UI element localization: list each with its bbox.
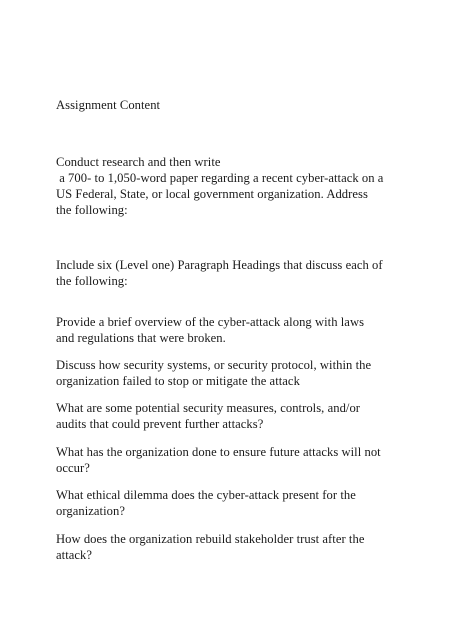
intro-line-4: the following: — [56, 203, 128, 217]
item-3-line-1: What are some potential security measures, controls, and/or — [56, 401, 361, 415]
instruction-line-2: the following: — [56, 274, 128, 288]
page-heading: Assignment Content — [56, 98, 161, 112]
item-1-line-2: and regulations that were broken. — [56, 331, 226, 345]
instruction-line-1: Include six (Level one) Paragraph Headings that discuss each of — [56, 258, 383, 272]
item-4-line-1: What has the organization done to ensure future attacks will not — [56, 445, 381, 459]
intro-line-3: US Federal, State, or local government organization. Address — [56, 187, 368, 201]
item-6-line-2: attack? — [56, 548, 93, 562]
item-2-line-1: Discuss how security systems, or security protocol, within the — [56, 358, 372, 372]
item-3-line-2: audits that could prevent further attacks? — [56, 417, 264, 431]
item-6-line-1: How does the organization rebuild stakeholder trust after the — [56, 532, 365, 546]
item-4-line-2: occur? — [56, 461, 90, 475]
item-5-line-2: organization? — [56, 504, 125, 518]
item-2-line-2: organization failed to stop or mitigate the attack — [56, 374, 300, 388]
item-5-line-1: What ethical dilemma does the cyber-attack present for the — [56, 488, 356, 502]
item-1-line-1: Provide a brief overview of the cyber-attack along with laws — [56, 315, 365, 329]
intro-line-1: Conduct research and then write — [56, 155, 221, 169]
intro-line-2: a 700- to 1,050-word paper regarding a recent cyber-attack on a — [56, 171, 384, 185]
